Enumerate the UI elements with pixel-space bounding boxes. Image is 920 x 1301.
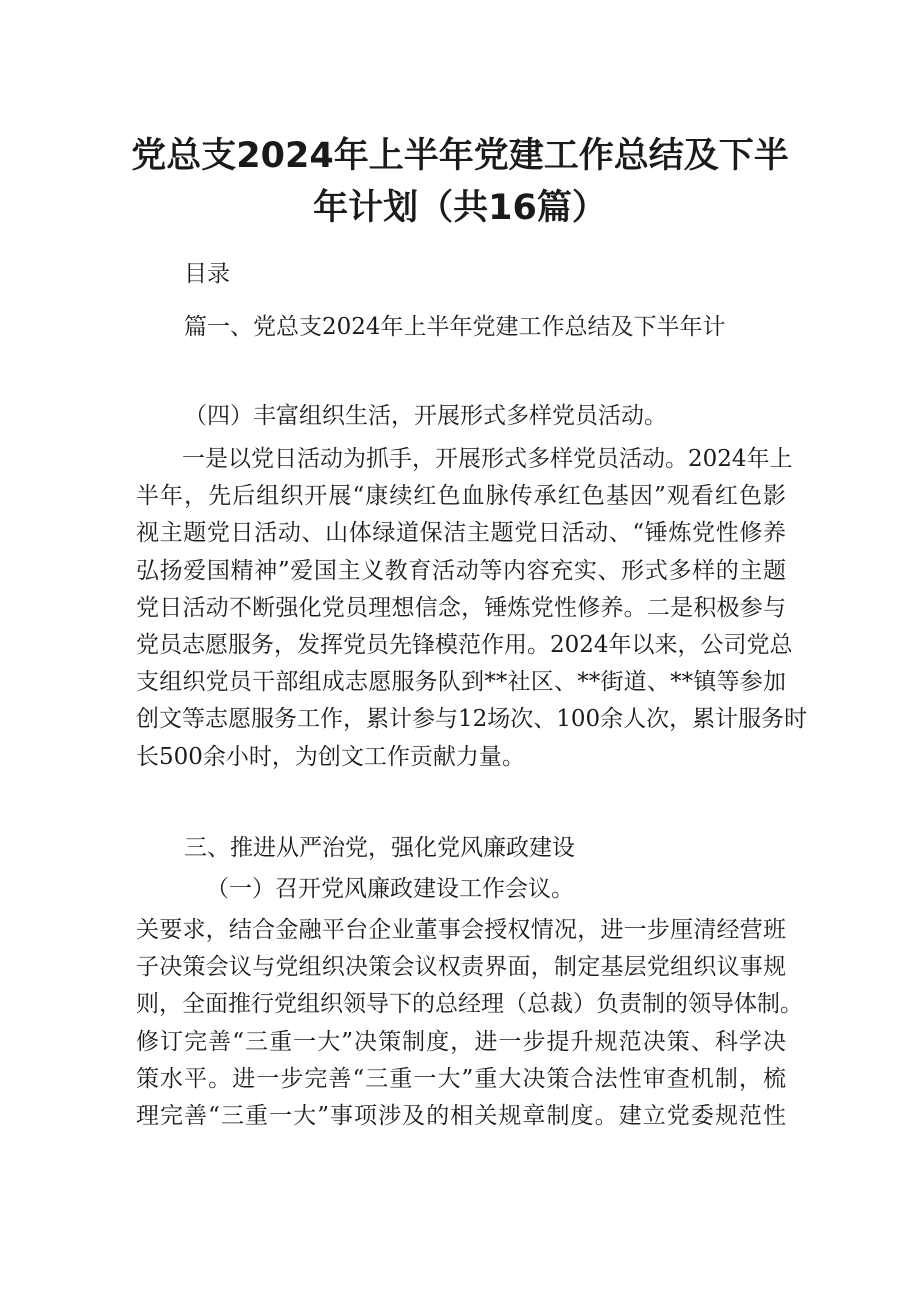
- toc-item-1: 篇一、党总支2024年上半年党建工作总结及下半年计: [184, 314, 726, 340]
- paragraph-1-line: 创文等志愿服务工作，累计参与12场次、100余人次，累计服务时: [136, 706, 808, 733]
- paragraph-2-line: 策水平。进一步完善“三重一大”重大决策合法性审查机制，梳: [136, 1065, 786, 1092]
- paragraph-2-line: 理完善“三重一大”事项涉及的相关规章制度。建立党委规范性: [136, 1103, 786, 1130]
- paragraph-1-line: 弘扬爱国精神”爱国主义教育活动等内容充实、形式多样的主题: [136, 557, 786, 584]
- document-title-line-1: 党总支2024年上半年党建工作总结及下半: [131, 136, 789, 176]
- paragraph-2-line: 关要求，结合金融平台企业董事会授权情况，进一步厘清经营班: [136, 917, 786, 943]
- paragraph-2-line: 则，全面推行党组织领导下的总经理（总裁）负责制的领导体制。: [136, 991, 803, 1018]
- paragraph-1: [136, 441, 808, 776]
- section-4-heading: （四）丰富组织生活，开展形式多样党员活动。: [184, 403, 667, 429]
- paragraph-2-line: 修订完善“三重一大”决策制度，进一步提升规范决策、科学决: [136, 1028, 786, 1055]
- paragraph-1-line: 党日活动不断强化党员理想信念，锤炼党性修养。二是积极参与: [136, 594, 786, 621]
- section-3-heading: 三、推进从严治党，强化党风廉政建设: [184, 835, 575, 861]
- toc-heading: 目录: [184, 261, 230, 287]
- paragraph-1-line: 长500余小时，为创文工作贡献力量。: [136, 743, 525, 770]
- paragraph-1-line: 党员志愿服务，发挥党员先锋模范作用。2024年以来，公司党总: [136, 632, 793, 659]
- paragraph-2: [136, 912, 803, 1135]
- section-3-1-heading: （一）召开党风廉政建设工作会议。: [206, 876, 574, 902]
- paragraph-2-line: 子决策会议与党组织决策会议权责界面，制定基层党组织议事规: [136, 954, 786, 981]
- document-title-line-2: 年计划（共16篇）: [313, 188, 607, 228]
- paragraph-1-line: 半年，先后组织开展“康续红色血脉传承红色基因”观看红色影: [136, 483, 786, 510]
- paragraph-1-line: 视主题党日活动、山体绿道保洁主题党日活动、“锤炼党性修养: [136, 520, 786, 547]
- paragraph-1-line: 一是以党日活动为抓手，开展形式多样党员活动。2024年上: [182, 446, 793, 472]
- paragraph-1-line: 支组织党员干部组成志愿服务队到**社区、**街道、**镇等参加: [136, 669, 786, 696]
